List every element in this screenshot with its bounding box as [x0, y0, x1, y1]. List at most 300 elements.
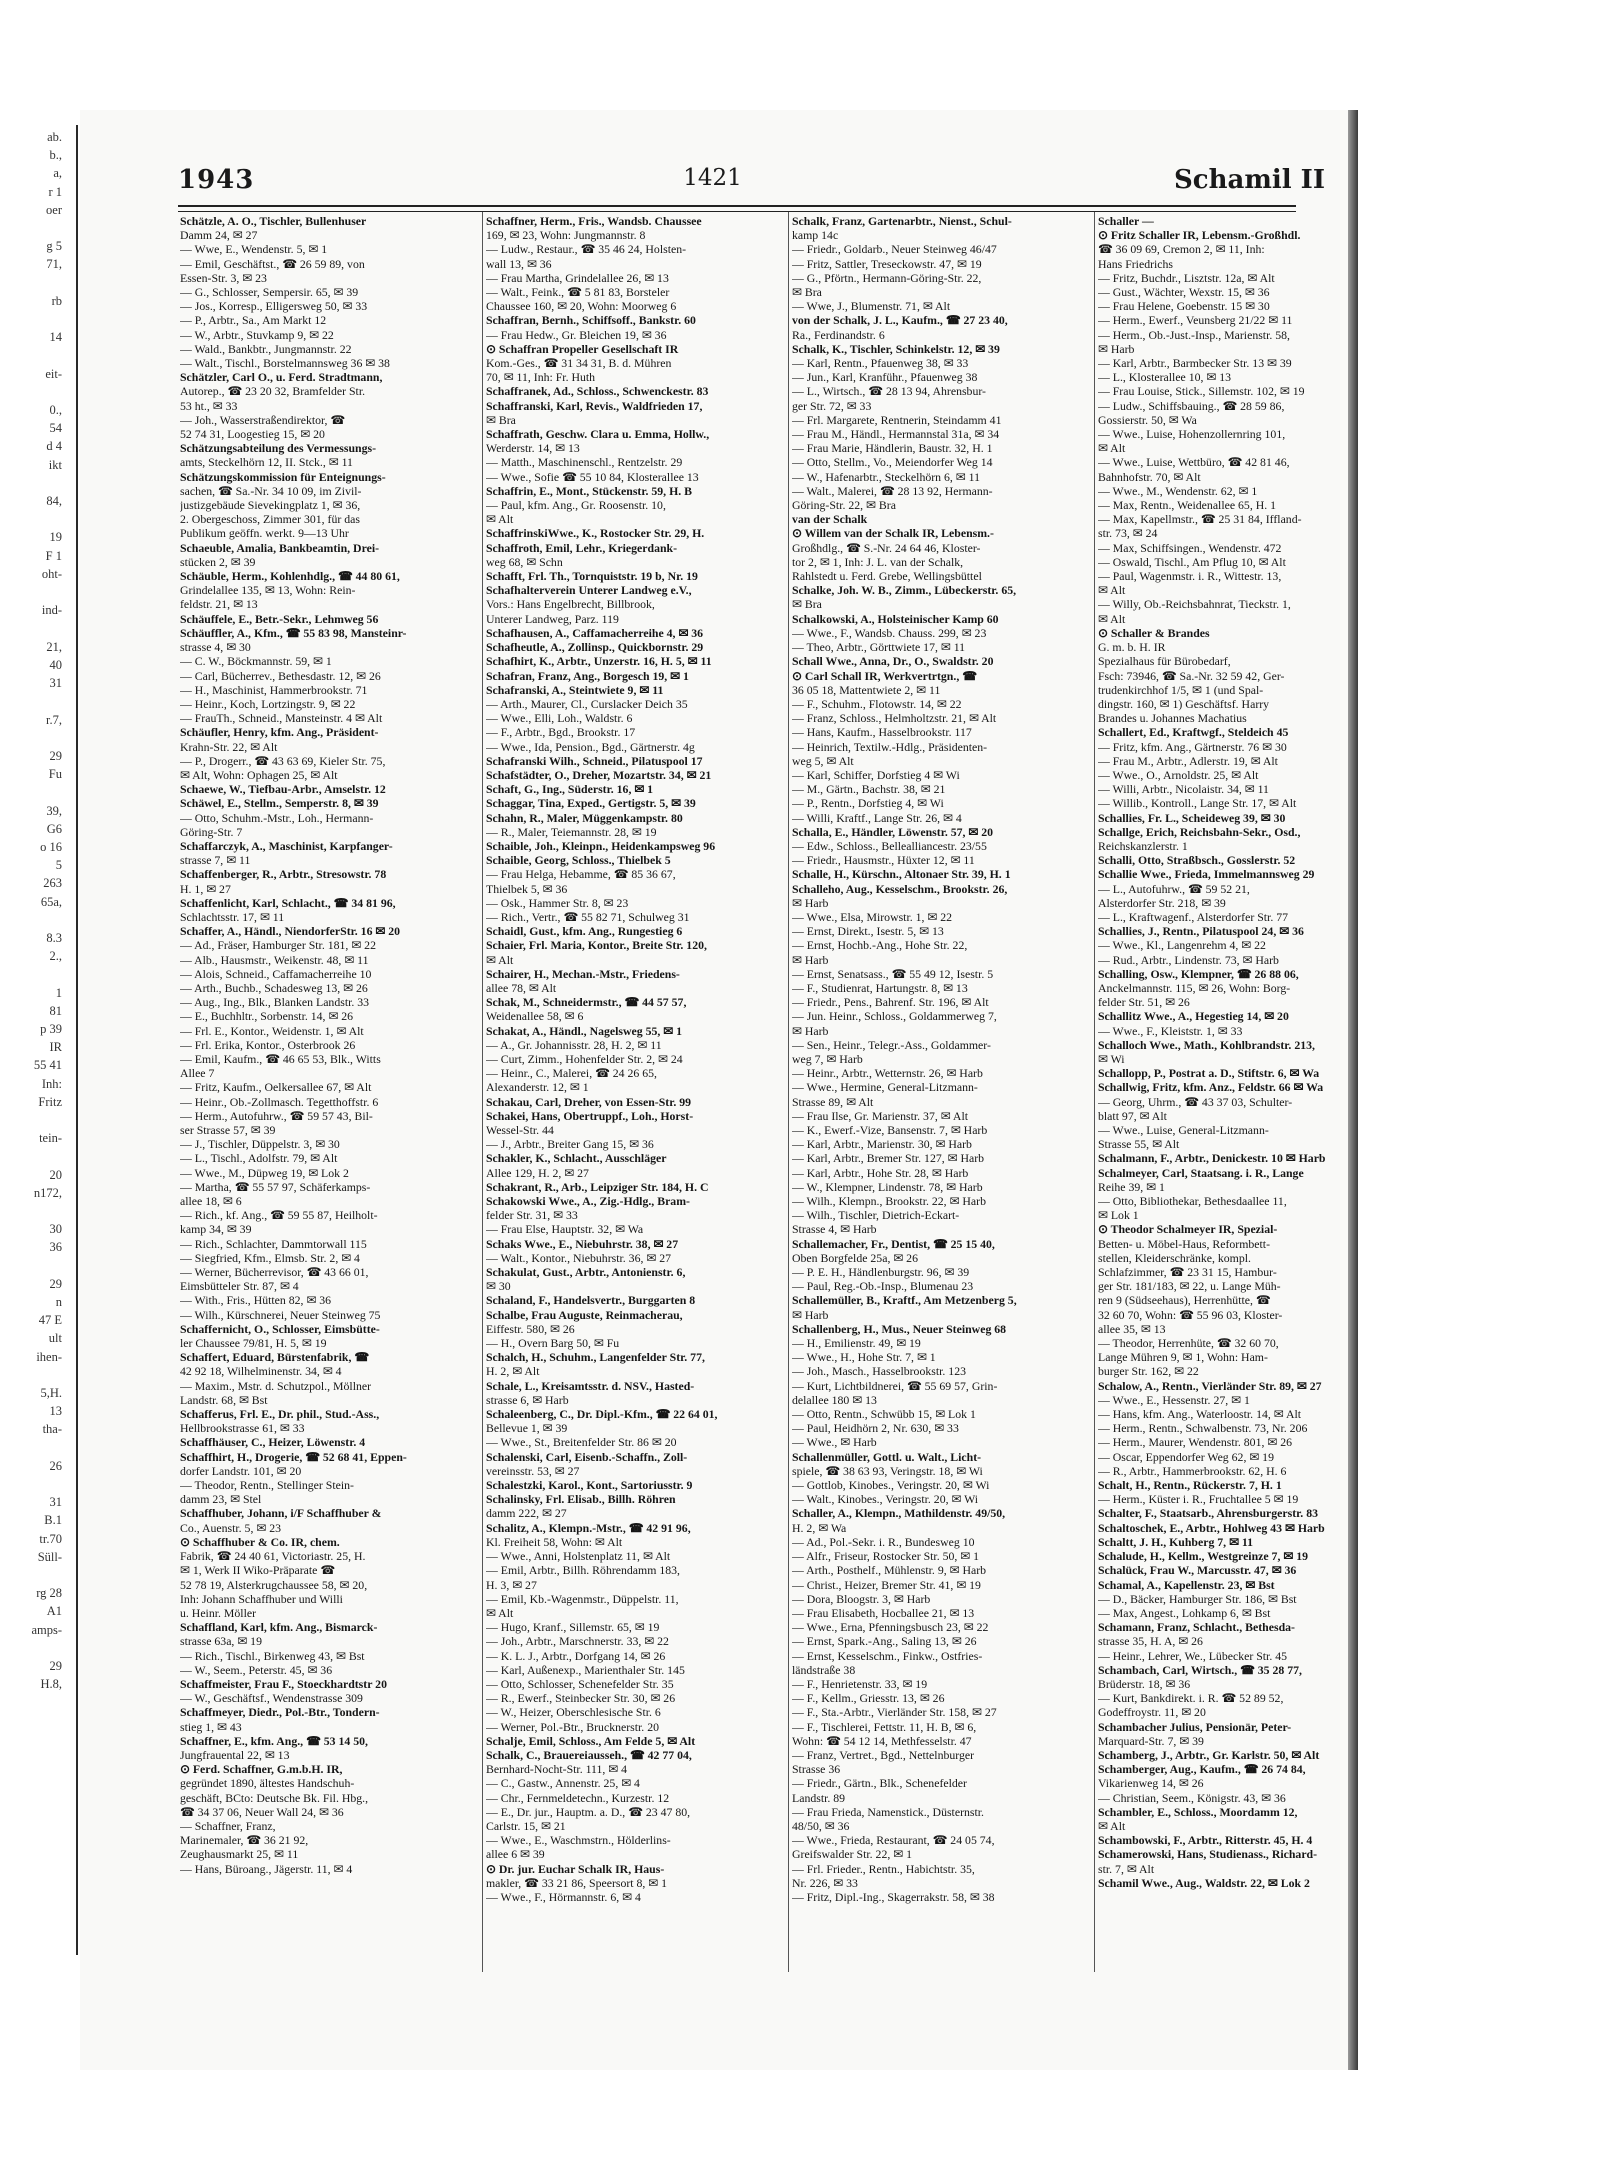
edge-fragment: eit- [45, 366, 62, 381]
directory-entry: — P., Drogerr., ☎ 43 63 69, Kieler Str. 75, [180, 753, 386, 768]
edge-fragment [0, 1366, 70, 1384]
directory-entry: — Paul, Reg.-Ob.-Insp., Blumenau 23 [792, 1279, 974, 1294]
directory-entry: — Alfr., Friseur, Rostocker Str. 50, ✉ 1 [792, 1549, 980, 1564]
directory-entry: Schahn, R., Maler, Müggenkampstr. 80 [486, 810, 683, 825]
directory-entry: — Paul, kfm. Ang., Gr. Roosenstr. 10, [486, 498, 666, 513]
entry-continuation: ✉ 1, Werk II Wiko-Präparate ☎ [180, 1563, 336, 1578]
directory-entry: Schätzler, Carl O., u. Ferd. Stradtmann, [180, 370, 383, 385]
entry-continuation: Jungfrauental 22, ✉ 13 [180, 1747, 290, 1762]
directory-entry: — Frau Ilse, Gr. Marienstr. 37, ✉ Alt [792, 1108, 969, 1123]
entry-continuation: ✉ Alt [486, 512, 514, 527]
directory-entry: Schaffrin, E., Mont., Stückenstr. 59, H. B [486, 483, 693, 498]
directory-entry: — Friedr., Hausmstr., Hüxter 12, ✉ 11 [792, 853, 975, 868]
directory-entry: — Wwe., Luise, Hohenzollernring 101, [1098, 427, 1286, 442]
edge-fragment: amps- [31, 1622, 62, 1637]
directory-entry: — Chr., Fernmeldetechn., Kurzestr. 12 [486, 1790, 670, 1805]
edge-fragment: 40 [49, 657, 62, 672]
directory-entry: — Otto, Stellm., Vo., Meiendorfer Weg 14 [792, 455, 993, 470]
entry-continuation: 42 92 18, Wilhelminenstr. 34, ✉ 4 [180, 1364, 342, 1379]
directory-entry: — Frau Elisabeth, Hocballee 21, ✉ 13 [792, 1605, 975, 1620]
directory-entry: — Wwe., H., Hohe Str. 7, ✉ 1 [792, 1350, 936, 1365]
directory-entry: — Hans, Kaufm., Hasselbrookstr. 117 [792, 725, 972, 740]
directory-entry: — Karl, Arbtr., Bremer Str. 127, ✉ Harb [792, 1151, 985, 1166]
directory-entry: — Heinr., Koch, Lortzingstr. 9, ✉ 22 [180, 696, 356, 711]
entry-continuation: Landstr. 68, ✉ Bst [180, 1392, 268, 1407]
directory-entry: — Friedr., Gärtn., Blk., Schenefelder [792, 1776, 967, 1791]
directory-entry: — F., Henrietenstr. 33, ✉ 19 [792, 1676, 928, 1691]
edge-fragment [0, 692, 70, 710]
entry-continuation: strasse 7, ✉ 11 [180, 853, 251, 868]
entry-continuation: allee 35, ✉ 13 [1098, 1321, 1166, 1336]
edge-fragment [0, 729, 70, 747]
entry-continuation: Marquard-Str. 7, ✉ 39 [1098, 1733, 1204, 1748]
directory-entry: — Gottlob, Kinobes., Veringstr. 20, ✉ Wi [792, 1478, 990, 1493]
directory-column-3 [792, 214, 1092, 1904]
directory-entry: SchaffrinskiWwe., K., Rostocker Str. 29, H. [486, 526, 705, 541]
directory-entry: Schallitz Wwe., A., Hegestieg 14, ✉ 20 [1098, 1009, 1289, 1024]
directory-entry: Schaffmeyer, Diedr., Pol.-Btr., Tondern- [180, 1705, 380, 1720]
directory-entry: — Joh., Wasserstraßendirektor, ☎ [180, 412, 346, 427]
directory-entry: — Herm., Rentn., Schwalbenstr. 73, Nr. 206 [1098, 1421, 1308, 1436]
directory-entry: — Karl, Arbtr., Barmbecker Str. 13 ✉ 39 [1098, 356, 1292, 371]
entry-continuation: Oben Borgfelde 25a, ✉ 26 [792, 1250, 918, 1265]
directory-entry: Schäuffler, A., Kfm., ☎ 55 83 98, Mansteinr- [180, 625, 407, 640]
entry-continuation: strasse 6, ✉ Harb [486, 1392, 569, 1407]
directory-entry: — R., Arbtr., Hammerbrookstr. 62, H. 6 [1098, 1463, 1287, 1478]
directory-entry: Schaland, F., Handelsvertr., Burggarten 8 [486, 1293, 696, 1308]
directory-entry: — P. E. H., Händlenburgstr. 96, ✉ 39 [792, 1265, 970, 1280]
directory-entry: Schätzungsabteilung des Vermessungs- [180, 441, 376, 456]
directory-entry: — Emil, Kaufm., ☎ 46 65 53, Blk., Witts [180, 1051, 381, 1066]
entry-continuation: Eimsbütteler Str. 87, ✉ 4 [180, 1279, 299, 1294]
entry-continuation: dorfer Landstr. 101, ✉ 20 [180, 1463, 302, 1478]
directory-entry: — P., Arbtr., Sa., Am Markt 12 [180, 313, 327, 328]
header-rule [178, 205, 1296, 212]
directory-entry: — Ernst, Senatsass., ☎ 55 49 12, Isestr. 5 [792, 966, 994, 981]
edge-fragment: Fritz [38, 1094, 62, 1109]
directory-entry: — Wwe., Frieda, Restaurant, ☎ 24 05 74, [792, 1833, 995, 1848]
edge-fragment: 29 [49, 1276, 62, 1291]
directory-entry: Schaller — [1098, 214, 1154, 228]
directory-entry: — Frau Marie, Händlerin, Baustr. 32, H. 1 [792, 441, 993, 456]
entry-continuation: 52 74 31, Loogestieg 15, ✉ 20 [180, 427, 325, 442]
entry-continuation: ✉ Bra [486, 412, 516, 427]
entry-continuation: Strasse 55, ✉ Alt [1098, 1137, 1180, 1152]
directory-entry: Schaewe, W., Tiefbau-Arbr., Amselstr. 12 [180, 782, 386, 797]
directory-entry: — Ludw., Schiffsbauing., ☎ 28 59 86, [1098, 398, 1285, 413]
edge-fragment: o 16 [40, 839, 62, 854]
edge-fragment [0, 1202, 70, 1220]
directory-entry: — Christian, Seem., Königstr. 43, ✉ 36 [1098, 1790, 1286, 1805]
entry-continuation: ☎ 36 09 69, Cremon 2, ✉ 11, Inh: [1098, 242, 1265, 257]
directory-entry: Schaffner, Herm., Fris., Wandsb. Chaussee [486, 214, 702, 228]
directory-entry: von der Schalk, J. L., Kaufm., ☎ 27 23 40, [792, 313, 1008, 328]
directory-entry: — Otto, Schuhm.-Mstr., Loh., Hermann- [180, 810, 374, 825]
directory-entry: — F., Kellm., Griesstr. 13, ✉ 26 [792, 1691, 945, 1706]
entry-continuation: 48/50, ✉ 36 [792, 1818, 850, 1833]
entry-continuation: allee 78, ✉ Alt [486, 980, 557, 995]
edge-fragment: 71, [46, 257, 62, 272]
directory-entry: — Herm., Autofuhrw., ☎ 59 57 43, Bil- [180, 1108, 373, 1123]
directory-entry: Schaffner, E., kfm. Ang., ☎ 53 14 50, [180, 1733, 368, 1748]
directory-entry: Schalenski, Carl, Eisenb.-Schaffn., Zoll- [486, 1449, 688, 1464]
directory-entry: — Maxim., Mstr. d. Schutzpol., Möllner [180, 1378, 372, 1393]
directory-entry: Schale, L., Kreisamtsstr. d. NSV., Hasted- [486, 1378, 695, 1393]
entry-continuation: ✉ Harb [792, 1307, 829, 1322]
directory-entry: — W., Klempner, Lindenstr. 78, ✉ Harb [792, 1179, 983, 1194]
entry-continuation: ✉ 30 [486, 1279, 511, 1294]
directory-entry: ⊙ Theodor Schalmeyer IR, Spezial- [1098, 1222, 1278, 1237]
directory-entry: ⊙ Schaffhuber & Co. IR, chem. [180, 1534, 340, 1549]
directory-column-1 [180, 214, 480, 1876]
directory-entry: — Ernst, Spark.-Ang., Saling 13, ✉ 26 [792, 1634, 977, 1649]
directory-entry: Schaleenberg, C., Dr. Dipl.-Kfm., ☎ 22 64 01, [486, 1407, 718, 1422]
directory-entry: Schafft, Frl. Th., Tornquiststr. 19 b, Nr. 19 [486, 569, 698, 584]
directory-entry: — Wwe, E., Wendenstr. 5, ✉ 1 [180, 242, 328, 257]
entry-continuation: ger Str. 181/183, ✉ 22, u. Lange Müh- [1098, 1279, 1281, 1294]
directory-entry: Schaible, Georg, Schloss., Thielbek 5 [486, 853, 671, 868]
entry-continuation: u. Heinr. Möller [180, 1605, 257, 1620]
entry-continuation: Brüderstr. 18, ✉ 36 [1098, 1676, 1191, 1691]
edge-fragment: n [55, 1295, 62, 1309]
entry-continuation: ✉ Harb [1098, 341, 1135, 356]
directory-entry: — Frau Helene, Goebenstr. 15 ✉ 30 [1098, 299, 1270, 314]
directory-entry: — Sen., Heinr., Telegr.-Ass., Goldammer- [792, 1037, 991, 1052]
entry-continuation: Co., Auenstr. 5, ✉ 23 [180, 1520, 281, 1535]
entry-continuation: felder Str. 31, ✉ 33 [486, 1208, 578, 1223]
directory-entry: — Wwe., F., Kleiststr. 1, ✉ 33 [1098, 1023, 1243, 1038]
entry-continuation: G. m. b. H. IR [1098, 640, 1166, 655]
directory-entry: Schakau, Carl, Dreher, von Essen-Str. 99 [486, 1094, 692, 1109]
edge-fragment [0, 619, 70, 637]
directory-entry: — Wwe., M., Wendenstr. 62, ✉ 1 [1098, 483, 1258, 498]
entry-continuation: damm 222, ✉ 27 [486, 1506, 567, 1521]
directory-entry: — Arth., Buchb., Schadesweg 13, ✉ 26 [180, 980, 368, 995]
entry-continuation: 53 ht., ✉ 33 [180, 398, 238, 413]
entry-continuation: stücken 2, ✉ 39 [180, 554, 256, 569]
directory-entry: — Wald., Bankbtr., Jungmannstr. 22 [180, 341, 352, 356]
edge-fragment [0, 1439, 70, 1457]
directory-entry: — Paul, Heidhörn 2, Nr. 630, ✉ 33 [792, 1421, 959, 1436]
entry-continuation: Göring-Str. 22, ✉ Bra [792, 498, 896, 513]
directory-entry: Schamberger, Aug., Kaufm., ☎ 26 74 84, [1098, 1762, 1306, 1777]
entry-continuation: H. 3, ✉ 27 [486, 1577, 537, 1592]
directory-entry: Schallies, J., Rentn., Pilatuspool 24, ✉ 36 [1098, 924, 1304, 939]
column-separator [788, 212, 789, 1972]
entry-continuation: Reichskanzlerstr. 1 [1098, 838, 1188, 853]
directory-entry: Schallge, Erich, Reichsbahn-Sekr., Osd., [1098, 824, 1301, 839]
entry-continuation: Kom.-Ges., ☎ 31 34 31, B. d. Mühren [486, 356, 672, 371]
directory-entry: Schalude, H., Kellm., Westgreinze 7, ✉ 19 [1098, 1549, 1308, 1564]
directory-entry: — Karl, Rentn., Pfauenweg 38, ✉ 33 [792, 356, 969, 371]
edge-fragment: 81 [49, 1003, 62, 1018]
directory-entry: — Willi, Kraftf., Lange Str. 26, ✉ 4 [792, 810, 962, 825]
directory-entry: — W., Geschäftsf., Wendenstrasse 309 [180, 1691, 363, 1706]
directory-entry: Schafferus, Frl. E., Dr. phil., Stud.-Ass., [180, 1407, 380, 1422]
directory-entry: — Arth., Posthelf., Mühlenstr. 9, ✉ Harb [792, 1563, 987, 1578]
entry-continuation: Grindelallee 135, ✉ 13, Wohn: Rein- [180, 583, 356, 598]
directory-entry: ⊙ Willem van der Schalk IR, Lebensm.- [792, 526, 994, 541]
directory-entry: — Karl, Arbtr., Hohe Str. 28, ✉ Harb [792, 1165, 969, 1180]
edge-fragment: Fu [48, 767, 62, 782]
directory-entry: — R., Ewerf., Steinbecker Str. 30, ✉ 26 [486, 1691, 676, 1706]
edge-fragment: 55 41 [33, 1058, 62, 1073]
entry-continuation: ✉ Wi [1098, 1051, 1125, 1066]
directory-entry: — Otto, Rentn., Schwübb 15, ✉ Lok 1 [792, 1407, 976, 1422]
directory-entry: Schafheutle, A., Zollinsp., Quickbornstr. 29 [486, 640, 704, 655]
edge-fragment: 14 [49, 330, 62, 345]
directory-entry: Schambach, Carl, Wirtsch., ☎ 35 28 77, [1098, 1662, 1302, 1677]
directory-entry: — W., Seem., Peterstr. 45, ✉ 36 [180, 1662, 333, 1677]
directory-entry: Schalke, Joh. W. B., Zimm., Lübeckerstr. 65, [792, 583, 1017, 598]
directory-entry: — K. L. J., Arbtr., Dorfgang 14, ✉ 26 [486, 1648, 666, 1663]
page-gutter-rule [76, 125, 78, 1955]
directory-entry: — Carl, Bücherrev., Bethesdastr. 12, ✉ 26 [180, 668, 381, 683]
edge-fragment [0, 911, 70, 929]
directory-entry: — Frl. Margarete, Rentnerin, Steindamm 41 [792, 412, 1002, 427]
directory-entry: Schaller, A., Klempn., Mathildenstr. 49/50, [792, 1506, 1006, 1521]
directory-entry: — Jun. Heinr., Schloss., Goldammerweg 7, [792, 1009, 997, 1024]
entry-continuation: ✉ Harb [792, 1023, 829, 1038]
directory-entry: ⊙ Ferd. Schaffner, G.m.b.H. IR, [180, 1762, 343, 1777]
directory-entry: Schätzle, A. O., Tischler, Bullenhuser [180, 214, 367, 228]
entry-continuation: ✉ Lok 1 [1098, 1208, 1139, 1223]
directory-entry: — Frau M., Arbtr., Adlerstr. 19, ✉ Alt [1098, 753, 1278, 768]
directory-entry: — Osk., Hammer Str. 8, ✉ 23 [486, 895, 629, 910]
edge-fragment: 36 [49, 1240, 62, 1255]
edge-fragment: 0., [49, 403, 62, 418]
directory-entry: — Ernst, Hochb.-Ang., Hohe Str. 22, [792, 938, 968, 953]
edge-fragment: G6 [46, 821, 62, 836]
directory-entry: — Dora, Bloogstr. 3, ✉ Harb [792, 1591, 931, 1606]
entry-continuation: Weidenallee 58, ✉ 6 [486, 1009, 584, 1024]
edge-fragment: 1 [55, 985, 62, 1000]
directory-entry: — Frau Else, Hauptstr. 32, ✉ Wa [486, 1222, 644, 1237]
directory-entry: — Aug., Ing., Blk., Blanken Landstr. 33 [180, 995, 370, 1010]
directory-entry: — D., Bäcker, Hamburger Str. 186, ✉ Bst [1098, 1591, 1297, 1606]
directory-entry: Schalter, F., Staatsarb., Ahrensburgerstr. 83 [1098, 1506, 1319, 1521]
directory-entry: — Wwe., Anni, Holstenplatz 11, ✉ Alt [486, 1549, 671, 1564]
edge-fragment: ult [48, 1331, 62, 1346]
entry-continuation: ländstraße 38 [792, 1662, 856, 1677]
edge-fragment: 31 [49, 676, 62, 691]
previous-page-edge [0, 128, 70, 1948]
directory-entry: Schamil Wwe., Aug., Waldstr. 22, ✉ Lok 2 [1098, 1875, 1310, 1890]
directory-entry: — Frau Martha, Grindelallee 26, ✉ 13 [486, 270, 669, 285]
edge-fragment: 65a, [40, 894, 62, 909]
entry-continuation: 32 60 70, Wohn: ☎ 55 96 03, Kloster- [1098, 1307, 1283, 1322]
directory-entry: — Fritz, Kaufm., Oelkersallee 67, ✉ Alt [180, 1080, 372, 1095]
entry-continuation: H. 2, ✉ Wa [792, 1520, 847, 1535]
entry-continuation: stieg 1, ✉ 43 [180, 1719, 242, 1734]
entry-continuation: Marinemaler, ☎ 36 21 92, [180, 1833, 309, 1848]
entry-continuation: Brandes u. Johannes Machatius [1098, 711, 1247, 726]
entry-continuation: Chaussee 160, ✉ 20, Wohn: Moorweg 6 [486, 299, 677, 314]
edge-fragment: r 1 [48, 184, 62, 199]
directory-entry: — Max, Rentn., Weidenallee 65, H. 1 [1098, 498, 1277, 513]
edge-fragment: tein- [39, 1131, 62, 1146]
directory-entry: — Friedr., Goldarb., Neuer Steinweg 46/47 [792, 242, 997, 257]
directory-entry: — L., Klosterallee 10, ✉ 13 [1098, 370, 1232, 385]
edge-fragment: 29 [49, 1659, 62, 1674]
directory-entry: — F., Sta.-Arbtr., Vierländer Str. 158, ✉ 27 [792, 1705, 997, 1720]
entry-continuation: kamp 34, ✉ 39 [180, 1222, 252, 1237]
directory-entry: Schalch, H., Schuhm., Langenfelder Str. 77, [486, 1350, 705, 1365]
directory-entry: — L., Autofuhrw., ☎ 59 52 21, [1098, 881, 1250, 896]
directory-entry: — Kurt, Lichtbildnerei, ☎ 55 69 57, Grin- [792, 1378, 998, 1393]
edge-fragment: p 39 [40, 1021, 62, 1036]
edge-fragment: 30 [49, 1222, 62, 1237]
directory-entry: — Martha, ☎ 55 57 97, Schäferkamps- [180, 1179, 371, 1194]
directory-entry: — Ad., Fräser, Hamburger Str. 181, ✉ 22 [180, 938, 376, 953]
directory-entry: ⊙ Fritz Schaller IR, Lebensm.-Großhdl. [1098, 228, 1301, 243]
entry-continuation: Publikum geöffn. werkt. 9—13 Uhr [180, 526, 349, 541]
directory-entry: — Wwe., Kl., Langenrehm 4, ✉ 22 [1098, 938, 1266, 953]
entry-continuation: ler Chaussee 79/81, H. 5, ✉ 19 [180, 1336, 327, 1351]
directory-entry: Schaffroth, Emil, Lehr., Kriegerdank- [486, 540, 678, 555]
directory-entry: — Max, Angest., Lohkamp 6, ✉ Bst [1098, 1605, 1271, 1620]
entry-continuation: str. 73, ✉ 24 [1098, 526, 1158, 541]
directory-entry: — Ernst, Kesselschm., Finkw., Ostfries- [792, 1648, 983, 1663]
directory-entry: Schallemacher, Fr., Dentist, ☎ 25 15 40, [792, 1236, 995, 1251]
directory-entry: — Wwe, J., Blumenstr. 71, ✉ Alt [792, 299, 951, 314]
page-number: 1421 [683, 165, 742, 191]
entry-continuation: Werderstr. 14, ✉ 13 [486, 441, 580, 456]
entry-continuation: Strasse 36 [792, 1762, 841, 1777]
edge-fragment: 84, [46, 494, 62, 509]
entry-continuation: Kl. Freiheit 58, Wohn: ✉ Alt [486, 1534, 623, 1549]
entry-continuation: Landstr. 89 [792, 1790, 846, 1805]
edge-fragment: tha- [42, 1422, 62, 1437]
entry-continuation: Hans Friedrichs [1098, 256, 1174, 271]
directory-entry: — G., Schlosser, Sempersir. 65, ✉ 39 [180, 285, 359, 300]
directory-entry: Schaffmeister, Frau F., Stoeckhardtstr 20 [180, 1676, 387, 1691]
directory-entry: Schallwig, Fritz, kfm. Anz., Feldstr. 66 ✉ Wa [1098, 1080, 1324, 1095]
entry-continuation: Göring-Str. 7 [180, 824, 243, 839]
entry-continuation: Reihe 39, ✉ 1 [1098, 1179, 1165, 1194]
entry-continuation: geschäft, BCto: Deutsche Bk. Fil. Hbg., [180, 1790, 369, 1805]
directory-entry: — Karl, Außenexp., Marienthaler Str. 145 [486, 1662, 685, 1677]
directory-entry: — Wwe., St., Breitenfelder Str. 86 ✉ 20 [486, 1435, 677, 1450]
directory-entry: Schalje, Emil, Schloss., Am Felde 5, ✉ Alt [486, 1733, 696, 1748]
directory-entry: — Herm., Maurer, Wendenstr. 801, ✉ 26 [1098, 1435, 1293, 1450]
entry-continuation: ✉ Alt [1098, 583, 1126, 598]
directory-entry: — W., Arbtr., Stuvkamp 9, ✉ 22 [180, 327, 334, 342]
entry-continuation: strasse 4, ✉ 30 [180, 640, 251, 655]
directory-entry: — E., Dr. jur., Hauptm. a. D., ☎ 23 47 80, [486, 1804, 691, 1819]
entry-continuation: Bellevue 1, ✉ 39 [486, 1421, 568, 1436]
edge-fragment: d 4 [46, 439, 62, 454]
directory-entry: — Franz, Schloss., Helmholtzstr. 21, ✉ Alt [792, 711, 997, 726]
entry-continuation: Strasse 89, ✉ Alt [792, 1094, 874, 1109]
directory-entry: Schafranski, A., Steintwiete 9, ✉ 11 [486, 682, 664, 697]
directory-entry: — Emil, Kb.-Wagenmstr., Düppelstr. 11, [486, 1591, 679, 1606]
directory-entry: — Herm., Küster i. R., Fruchtallee 5 ✉ 19 [1098, 1492, 1299, 1507]
directory-entry: Schalitz, A., Klempn.-Mstr., ☎ 42 91 96, [486, 1520, 691, 1535]
directory-entry: — W., Heizer, Oberschlesische Str. 6 [486, 1705, 661, 1720]
directory-entry: ⊙ Carl Schall IR, Werkvertrtgn., ☎ [792, 668, 977, 683]
directory-entry: — Oscar, Eppendorfer Weg 62, ✉ 19 [1098, 1449, 1274, 1464]
directory-entry: — Karl, Arbtr., Marienstr. 30, ✉ Harb [792, 1137, 972, 1152]
directory-entry: Schallert, Ed., Kraftwgf., Steldeich 45 [1098, 725, 1289, 740]
directory-entry: — Wilh., Klempn., Brookstr. 22, ✉ Harb [792, 1194, 986, 1209]
directory-entry: Schalinsky, Frl. Elisab., Billh. Röhren [486, 1492, 676, 1507]
entry-continuation: strasse 63a, ✉ 19 [180, 1634, 262, 1649]
directory-entry: Schallenberg, H., Mus., Neuer Steinweg 68 [792, 1321, 1007, 1336]
edge-fragment: 19 [49, 530, 62, 545]
entry-continuation: ✉ Alt [486, 952, 514, 967]
edge-fragment: ikt [48, 457, 62, 472]
directory-entry: Schalt, H., Rentn., Rückerstr. 7, H. 1 [1098, 1478, 1282, 1493]
directory-entry: — Max, Kapellmstr., ☎ 25 31 84, Iffland- [1098, 512, 1302, 527]
directory-entry: — FrauTh., Schneid., Mansteinstr. 4 ✉ Alt [180, 711, 383, 726]
directory-entry: Schaffhäuser, C., Heizer, Löwenstr. 4 [180, 1435, 366, 1450]
directory-entry: — Frl. E., Kontor., Weidenstr. 1, ✉ Alt [180, 1023, 364, 1038]
entry-continuation: vereinsstr. 53, ✉ 27 [486, 1463, 580, 1478]
entry-continuation: Essen-Str. 3, ✉ 23 [180, 270, 267, 285]
edge-fragment [0, 310, 70, 328]
edge-fragment [0, 346, 70, 364]
entry-continuation: blatt 97, ✉ Alt [1098, 1108, 1167, 1123]
entry-continuation: 169, ✉ 23, Wohn: Jungmannstr. 8 [486, 228, 646, 243]
entry-continuation: Bahnhofstr. 70, ✉ Alt [1098, 469, 1201, 484]
edge-fragment [0, 274, 70, 292]
entry-continuation: Anckelmannstr. 115, ✉ 26, Wohn: Borg- [1098, 980, 1291, 995]
directory-entry: — Joh., Masch., Hasselbrookstr. 123 [792, 1364, 966, 1379]
entry-continuation: stellen, Kleiderschränke, kompl. [1098, 1250, 1251, 1265]
page-header [100, 165, 1325, 205]
directory-entry: Schaffranski, Karl, Revis., Waldfrieden 17, [486, 398, 703, 413]
directory-entry: — Walt., Feink., ☎ 5 81 83, Borsteler [486, 285, 670, 300]
directory-entry: Schäwel, E., Stellm., Semperstr. 8, ✉ 39 [180, 796, 379, 811]
directory-entry: — Alb., Hausmstr., Weikenstr. 48, ✉ 11 [180, 952, 369, 967]
directory-entry: — Wilh., Kürschnerei, Neuer Steinweg 75 [180, 1307, 381, 1322]
directory-entry: — Ernst, Direkt., Isestr. 5, ✉ 13 [792, 924, 944, 939]
directory-entry: — L., Tischl., Adolfstr. 79, ✉ Alt [180, 1151, 338, 1166]
entry-continuation: ✉ Bra [792, 285, 822, 300]
entry-continuation: ren 9 (Südseehaus), Herrenhütte, ☎ [1098, 1293, 1271, 1308]
directory-entry: — Joh., Arbtr., Marschnerstr. 33, ✉ 22 [486, 1634, 669, 1649]
directory-entry: — Wwe., E., Waschmstrn., Hölderlins- [486, 1833, 671, 1848]
directory-entry: Schafranski Wilh., Schneid., Pilatuspool 17 [486, 753, 703, 768]
edge-fragment: Süll- [37, 1549, 62, 1564]
entry-continuation: justizgebäude Sievekingplatz 1, ✉ 36, [180, 498, 361, 513]
running-head: Schamil II [1174, 165, 1325, 195]
directory-entry: — Gust., Wächter, Wexstr. 15, ✉ 36 [1098, 285, 1270, 300]
directory-entry: — Fritz, Dipl.-Ing., Skagerrakstr. 58, ✉ 38 [792, 1889, 995, 1904]
entry-continuation: delallee 180 ✉ 13 [792, 1392, 877, 1407]
edge-fragment [0, 510, 70, 528]
entry-continuation: wall 13, ✉ 36 [486, 256, 552, 271]
directory-entry: ⊙ Schaffran Propeller Gesellschaft IR [486, 341, 679, 356]
entry-continuation: 36 05 18, Mattentwiete 2, ✉ 11 [792, 682, 941, 697]
directory-entry: — Schaffner, Franz, [180, 1818, 276, 1833]
directory-entry: — Fritz, Buchdr., Lisztstr. 12a, ✉ Alt [1098, 270, 1275, 285]
edge-fragment: oht- [41, 566, 62, 581]
directory-entry: Schall Wwe., Anna, Dr., O., Swaldstr. 20 [792, 654, 994, 669]
directory-entry: — Wwe., O., Arnoldstr. 25, ✉ Alt [1098, 767, 1259, 782]
edge-fragment [0, 1257, 70, 1275]
directory-entry: Schalück, Frau W., Marcusstr. 47, ✉ 36 [1098, 1563, 1297, 1578]
edge-fragment: tr.70 [39, 1531, 62, 1546]
directory-entry: — Heinr., Ob.-Zollmasch. Tegetthoffstr. 6 [180, 1094, 379, 1109]
entry-continuation: Bernhard-Nocht-Str. 111, ✉ 4 [486, 1762, 628, 1777]
directory-entry: Schakowski Wwe., A., Zig.-Hdlg., Bram- [486, 1194, 690, 1209]
directory-entry: Schalli, Otto, Straßbsch., Gosslerstr. 52 [1098, 853, 1296, 868]
directory-entry: — C. W., Böckmannstr. 59, ✉ 1 [180, 654, 332, 669]
directory-entry: — Wwe., Sofie ☎ 55 10 84, Klosterallee 13 [486, 469, 699, 484]
edge-fragment: rg 28 [36, 1586, 62, 1601]
